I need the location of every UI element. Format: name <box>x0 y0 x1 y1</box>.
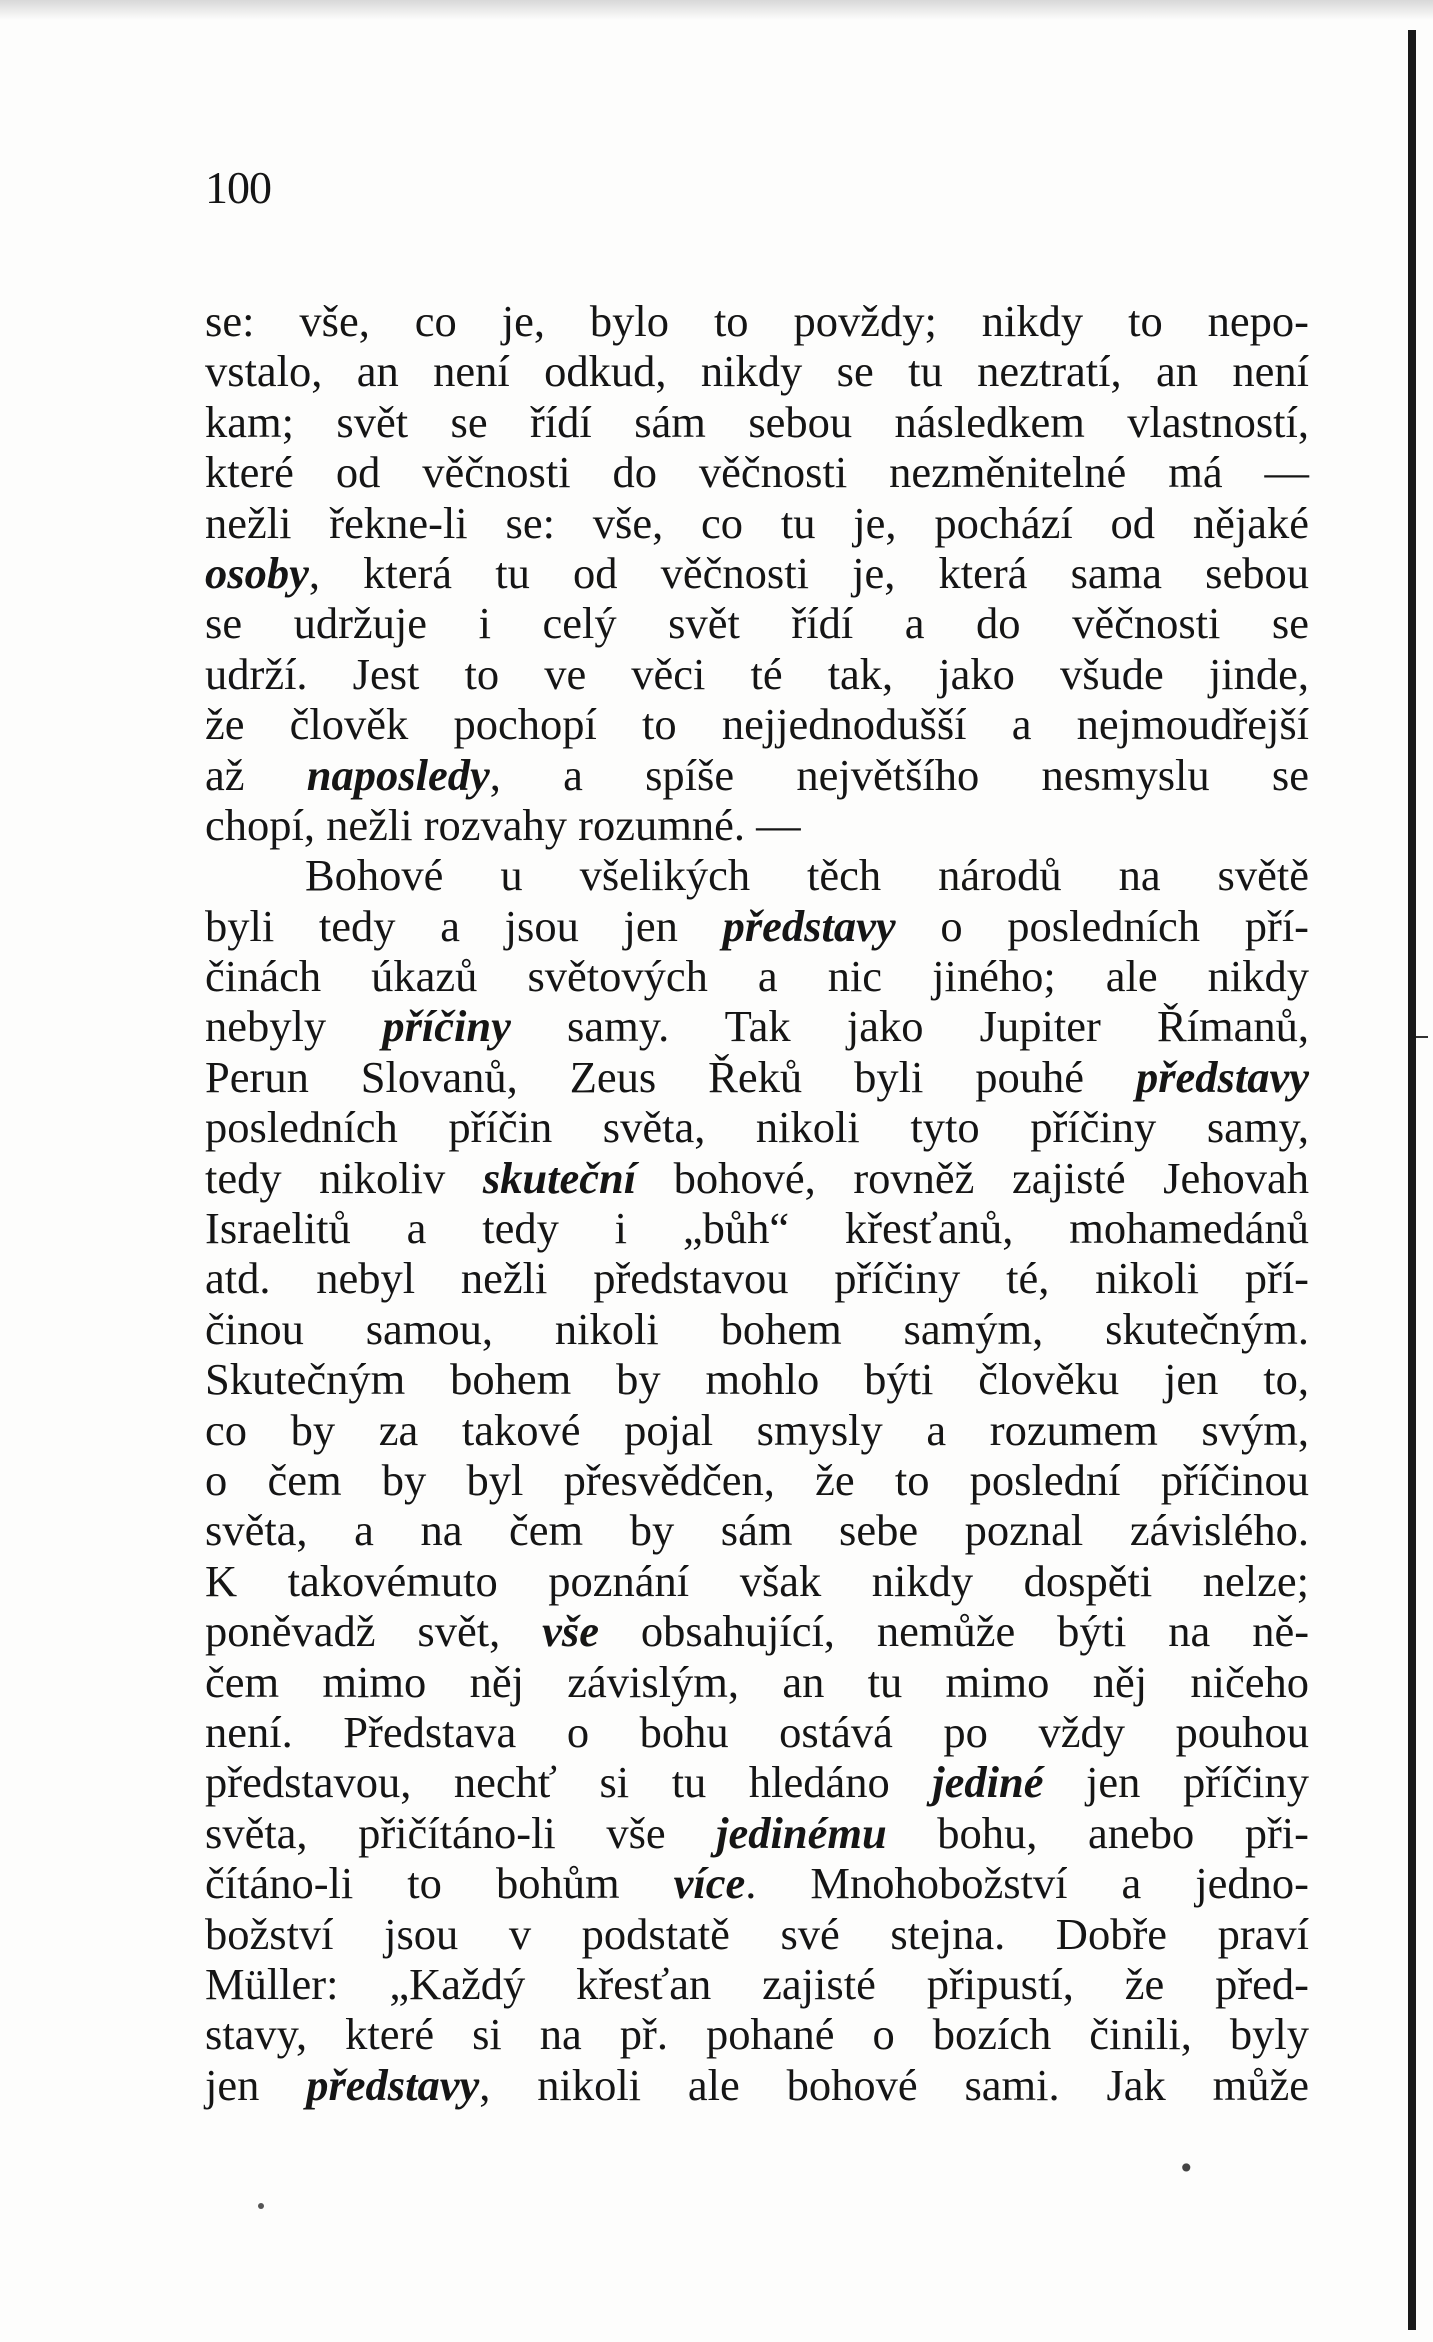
text-segment: Müller: „Každý křesťan zajisté připustí, že před- <box>205 1958 1309 2009</box>
bottom-ink-mark: • <box>1178 2152 1195 2185</box>
text-line <box>205 1556 1309 1606</box>
text-line <box>205 498 1309 548</box>
text-segment: atd. nebyl nežli představou příčiny té, nikoli pří- <box>205 1253 1309 1304</box>
text-line <box>205 1959 1309 2009</box>
text-line <box>205 1505 1309 1555</box>
text-segment: není. Představa o bohu ostává po vždy pouhou <box>205 1706 1309 1757</box>
text-segment: co by za takové pojal smysly a rozumem svým, <box>205 1404 1309 1455</box>
text-line <box>205 901 1309 951</box>
text-line <box>205 1253 1309 1303</box>
text-line <box>205 1707 1309 1757</box>
page-top-shadow <box>0 0 1433 20</box>
text-segment: kam; svět se řídí sám sebou následkem vlastností, <box>205 396 1309 447</box>
text-segment: stavy, které si na př. pohané o bozích činili, byly <box>205 2009 1309 2060</box>
text-segment: které od věčnosti do věčnosti nezměnitelné má — <box>205 447 1309 498</box>
text-line <box>205 850 1309 900</box>
text-line <box>205 296 1309 346</box>
text-segment: , která tu od věčnosti je, která sama sebou <box>308 547 1309 598</box>
text-segment: nežli řekne-li se: vše, co tu je, pochází od nějaké <box>205 497 1309 548</box>
text-segment: Israelitů a tedy i „bůh“ křesťanů, mohamedánů <box>205 1203 1309 1254</box>
text-segment: chopí, nežli rozvahy rozumné. — <box>205 799 801 850</box>
text-segment: se udržuje i celý svět řídí a do věčnosti se <box>205 598 1309 649</box>
margin-tick-mark <box>1416 1036 1428 1038</box>
text-line <box>205 1153 1309 1203</box>
text-line <box>205 649 1309 699</box>
text-line <box>205 1606 1309 1656</box>
emphasized-word: jediné <box>932 1757 1044 1808</box>
text-segment: poněvadž svět, <box>205 1606 543 1657</box>
emphasized-word: příčiny <box>382 1001 511 1052</box>
text-segment: samy. Tak jako Jupiter Římanů, <box>510 1001 1309 1052</box>
text-segment: jen <box>205 2059 307 2110</box>
emphasized-word: osoby <box>205 547 309 598</box>
text-line <box>205 2009 1309 2059</box>
text-segment: představou, nechť si tu hledáno <box>205 1757 933 1808</box>
text-line <box>205 346 1309 396</box>
text-segment: činou samou, nikoli bohem samým, skutečným. <box>205 1303 1309 1354</box>
text-segment: posledních příčin světa, nikoli tyto příčiny samy, <box>205 1102 1309 1153</box>
text-segment: Bohové u všelikých těch národů na světě <box>305 850 1309 901</box>
text-segment: bohové, rovněž zajisté Jehovah <box>636 1152 1309 1203</box>
text-line <box>205 1405 1309 1455</box>
text-segment: o čem by byl přesvědčen, že to poslední příčinou <box>205 1454 1309 1505</box>
text-segment: se: vše, co je, bylo to povždy; nikdy to nepo- <box>205 296 1309 346</box>
ink-speck <box>258 2203 264 2209</box>
text-segment: tedy nikoliv <box>205 1152 483 1203</box>
text-segment: božství jsou v podstatě své stejna. Dobře praví <box>205 1908 1309 1959</box>
text-segment: bohu, anebo při- <box>886 1807 1309 1858</box>
text-segment: K takovémuto poznání však nikdy dospěti nelze; <box>205 1555 1309 1606</box>
text-line <box>205 1304 1309 1354</box>
text-line <box>205 2060 1309 2110</box>
text-line <box>205 699 1309 749</box>
text-line <box>205 1102 1309 1152</box>
text-line <box>205 1354 1309 1404</box>
body-text <box>205 296 1309 2110</box>
text-line <box>205 598 1309 648</box>
emphasized-word: představy <box>722 900 896 951</box>
text-line <box>205 1203 1309 1253</box>
text-line <box>205 1455 1309 1505</box>
emphasized-word: představy <box>306 2059 480 2110</box>
text-segment: vstalo, an není odkud, nikdy se tu neztratí, an není <box>205 346 1309 397</box>
text-line <box>205 1808 1309 1858</box>
emphasized-word: představy <box>1135 1051 1309 1102</box>
text-segment: byli tedy a jsou jen <box>205 900 723 951</box>
text-segment: nebyly <box>205 1001 383 1052</box>
text-line <box>205 548 1309 598</box>
text-segment: obsahující, nemůže býti na ně- <box>598 1606 1310 1657</box>
text-segment: že člověk pochopí to nejjednodušší a nejmoudřejší <box>205 699 1309 750</box>
text-segment: Skutečným bohem by mohlo býti člověku jen to, <box>205 1354 1309 1405</box>
text-segment: až <box>205 749 307 800</box>
text-segment: světa, přičítáno-li vše <box>205 1807 717 1858</box>
text-segment: činách úkazů světových a nic jiného; ale nikdy <box>205 951 1309 1002</box>
text-segment: o posledních pří- <box>895 900 1309 951</box>
text-line <box>205 1858 1309 1908</box>
emphasized-word: jedinému <box>716 1807 887 1858</box>
text-line <box>205 1657 1309 1707</box>
emphasized-word: více <box>673 1858 746 1909</box>
text-segment: udrží. Jest to ve věci té tak, jako všude jinde, <box>205 648 1309 699</box>
text-segment: čítáno-li to bohům <box>205 1858 674 1909</box>
text-line <box>205 800 1309 850</box>
text-line <box>205 397 1309 447</box>
text-line <box>205 1909 1309 1959</box>
text-segment: Perun Slovanů, Zeus Řeků byli pouhé <box>205 1051 1136 1102</box>
text-line <box>205 1001 1309 1051</box>
text-segment: . Mnohobožství a jedno- <box>745 1858 1309 1909</box>
emphasized-word: skuteční <box>482 1152 637 1203</box>
page-right-edge <box>1408 30 1416 2330</box>
emphasized-word: naposledy <box>306 749 490 800</box>
text-line <box>205 1052 1309 1102</box>
text-segment: čem mimo něj závislým, an tu mimo něj ničeho <box>205 1656 1309 1707</box>
page-number: 100 <box>205 162 271 213</box>
text-line <box>205 750 1309 800</box>
text-segment: jen příčiny <box>1043 1757 1309 1808</box>
text-line <box>205 1757 1309 1807</box>
emphasized-word: vše <box>542 1606 599 1657</box>
text-line <box>205 447 1309 497</box>
text-segment: , nikoli ale bohové sami. Jak může <box>479 2059 1309 2110</box>
text-segment: , a spíše největšího nesmyslu se <box>489 749 1309 800</box>
text-segment: světa, a na čem by sám sebe poznal závislého. <box>205 1505 1309 1556</box>
text-line <box>205 951 1309 1001</box>
